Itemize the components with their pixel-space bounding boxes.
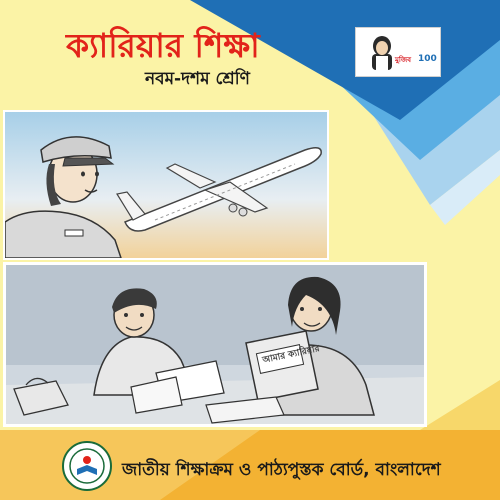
students-illustration: [3, 262, 427, 427]
mujib-100-logo: [355, 27, 441, 77]
book-emblem-icon: [64, 443, 110, 489]
report-title: আমার ক্যারিয়ার: [261, 344, 321, 366]
logo-label: মুজিব: [395, 56, 412, 64]
grade-subtitle: নবম-দশম শ্রেণি: [145, 69, 250, 89]
pilot-illustration: [3, 110, 329, 260]
logo-year: 100: [418, 54, 437, 64]
publisher-name: জাতীয় শিক্ষাক্রম ও পাঠ্যপুস্তক বোর্ড, বাংলাদেশ: [122, 460, 441, 480]
book-title: ক্যারিয়ার শিক্ষা: [66, 26, 260, 65]
nctb-seal: [62, 441, 112, 491]
portrait-icon: [356, 28, 440, 76]
